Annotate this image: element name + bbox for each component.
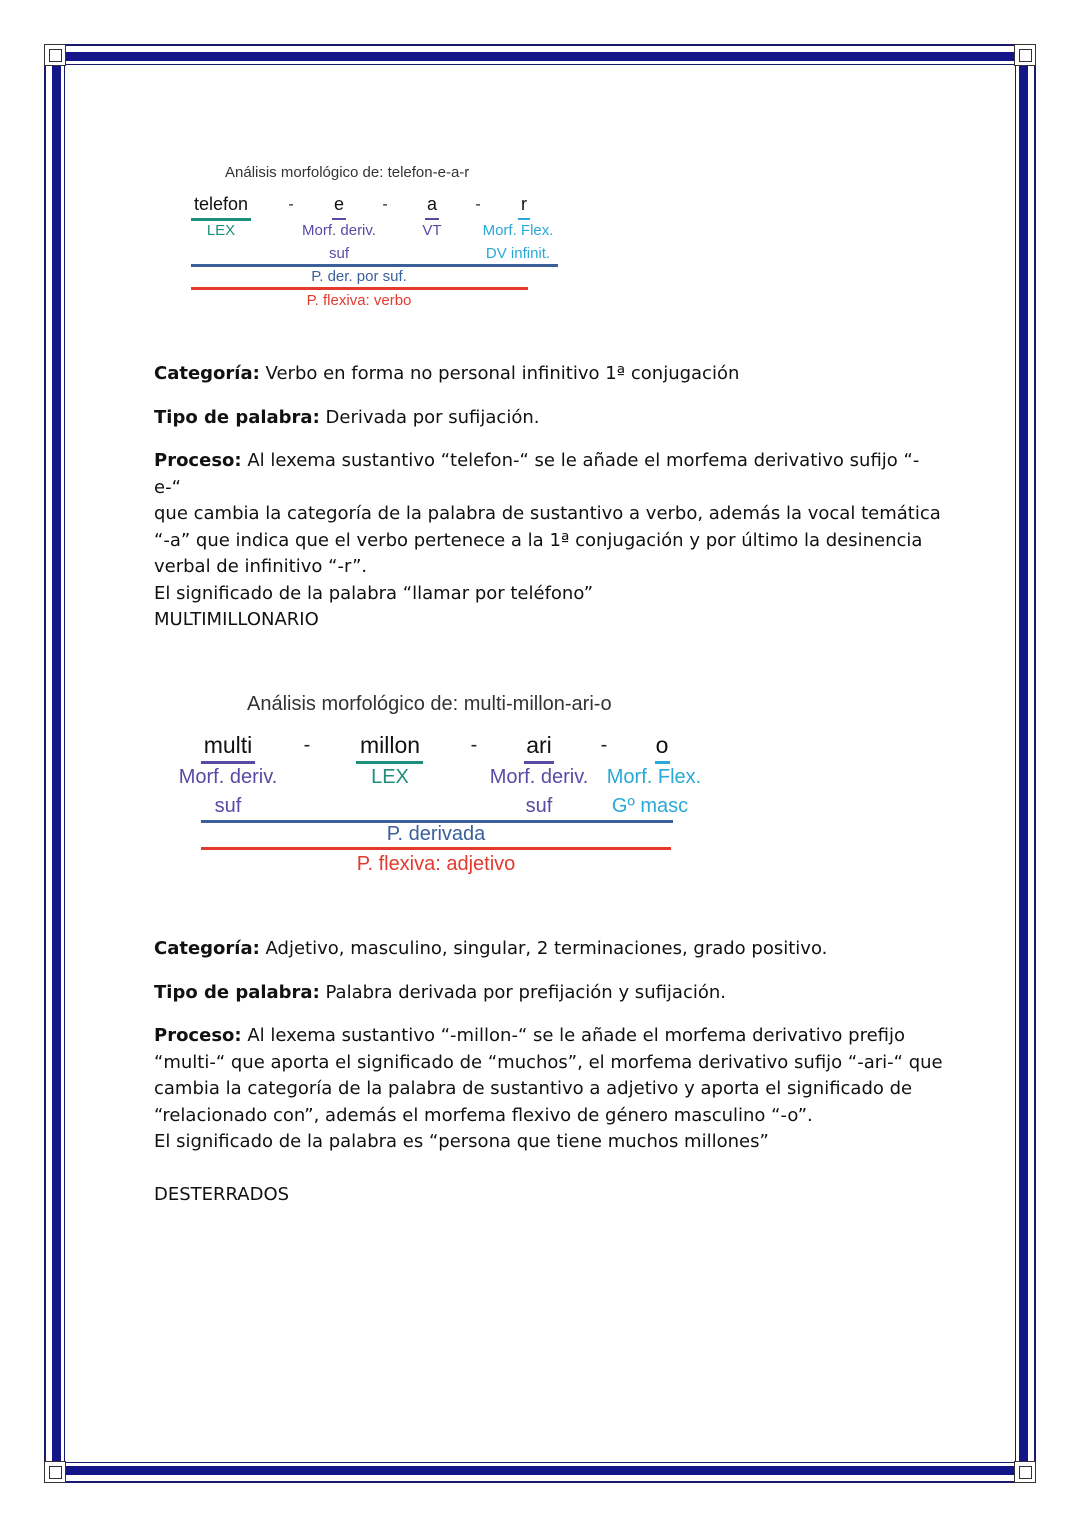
- morph-lexeme: millon: [359, 732, 421, 758]
- morph-separator: -: [303, 734, 311, 756]
- morph-inflection: r: [521, 194, 527, 214]
- label-flex-sub: DV infinit.: [485, 245, 551, 262]
- flexiva-line: [201, 847, 671, 850]
- label-deriv-prefix-sub: suf: [214, 795, 242, 817]
- deriv1-underline: [201, 761, 255, 764]
- diagram-title: Análisis morfológico de: telefon-e-a-r: [225, 164, 470, 181]
- heading-multimillonario: MULTIMILLONARIO: [154, 609, 319, 630]
- tipo-value: Derivada por sufijación.: [325, 406, 540, 428]
- label-deriv-prefix: Morf. deriv.: [178, 766, 278, 788]
- heading-desterrados: DESTERRADOS: [154, 1184, 290, 1205]
- corner-ornament-bottom-left: [44, 1461, 66, 1483]
- significado-line: El significado de la palabra es “persona que tiene muchos millones”: [154, 1131, 769, 1152]
- flex-underline: [655, 761, 670, 764]
- proceso-paragraph: [154, 1023, 944, 1156]
- morph-separator: -: [475, 196, 481, 213]
- morph-separator: -: [382, 196, 388, 213]
- categoria-paragraph: [154, 936, 944, 963]
- proceso-label: Proceso:: [154, 450, 242, 471]
- significado-line: El significado de la palabra “llamar por teléfono”: [154, 582, 594, 604]
- proceso-line: Al lexema sustantivo “-millon-“ se le añade el morfema derivativo prefijo: [247, 1025, 905, 1046]
- categoria-value: Verbo en forma no personal infinitivo 1ª conjugación: [265, 363, 740, 384]
- tipo-value: Palabra derivada por prefijación y sufijación.: [325, 981, 727, 1003]
- label-flexiva: P. flexiva: verbo: [306, 292, 412, 309]
- label-derivada: P. der. por suf.: [311, 268, 407, 285]
- label-deriv: Morf. deriv.: [302, 222, 376, 239]
- tipo-label: Tipo de palabra:: [154, 981, 320, 1003]
- label-derivada: P. derivada: [386, 823, 486, 845]
- label-lex: LEX: [206, 222, 236, 239]
- morph-separator: -: [470, 734, 478, 756]
- morph-lexeme: telefon: [193, 194, 249, 214]
- proceso-line: “multi-“ que aporta el significado de “muchos”, el morfema derivativo sufijo “-ari-“ que: [154, 1051, 943, 1073]
- proceso-line: “relacionado con”, además el morfema flexivo de género masculino “-o”.: [154, 1104, 813, 1126]
- corner-ornament-bottom-right: [1014, 1461, 1036, 1483]
- analysis-section-2: [154, 936, 944, 1156]
- morph-prefix: multi: [203, 732, 253, 758]
- morph-thematic-vowel: a: [426, 194, 438, 214]
- deriv2-underline: [524, 761, 554, 764]
- lex-underline: [356, 761, 423, 764]
- label-flex-sub: Gº masc: [611, 795, 689, 817]
- proceso-line: verbal de infinitivo “-r”.: [154, 556, 368, 577]
- categoria-label: Categoría:: [154, 363, 260, 384]
- label-lex: LEX: [371, 766, 409, 788]
- label-deriv-suffix-sub: suf: [525, 795, 553, 817]
- proceso-line: que cambia la categoría de la palabra de sustantivo a verbo, además la vocal temática: [154, 503, 941, 524]
- label-deriv-suffix: Morf. deriv.: [489, 766, 589, 788]
- diagram-title: Análisis morfológico de: multi-millon-ari-o: [247, 693, 612, 715]
- categoria-label: Categoría:: [154, 938, 260, 959]
- proceso-line: cambia la categoría de la palabra de sustantivo a adjetivo y aporta el significado de: [154, 1078, 913, 1099]
- proceso-line: Al lexema sustantivo “telefon-“ se le añade el morfema derivativo sufijo “-e-“: [154, 450, 920, 498]
- morph-inflection: o: [655, 732, 669, 758]
- label-vt: VT: [422, 222, 442, 239]
- proceso-label: Proceso:: [154, 1025, 242, 1046]
- tipo-paragraph: [154, 980, 944, 1007]
- label-flex: Morf. Flex.: [606, 766, 702, 788]
- morph-separator: -: [288, 196, 294, 213]
- morph-suffix: e: [333, 194, 345, 214]
- tipo-label: Tipo de palabra:: [154, 406, 320, 428]
- label-flex: Morf. Flex.: [482, 222, 554, 239]
- morph-separator: -: [600, 734, 608, 756]
- categoria-value: Adjetivo, masculino, singular, 2 terminaciones, grado positivo.: [265, 938, 828, 959]
- label-flexiva: P. flexiva: adjetivo: [356, 853, 516, 875]
- morph-suffix: ari: [526, 732, 552, 758]
- proceso-line: “-a” que indica que el verbo pertenece a la 1ª conjugación y por último la desinencia: [154, 529, 923, 551]
- label-deriv-sub: suf: [328, 245, 350, 262]
